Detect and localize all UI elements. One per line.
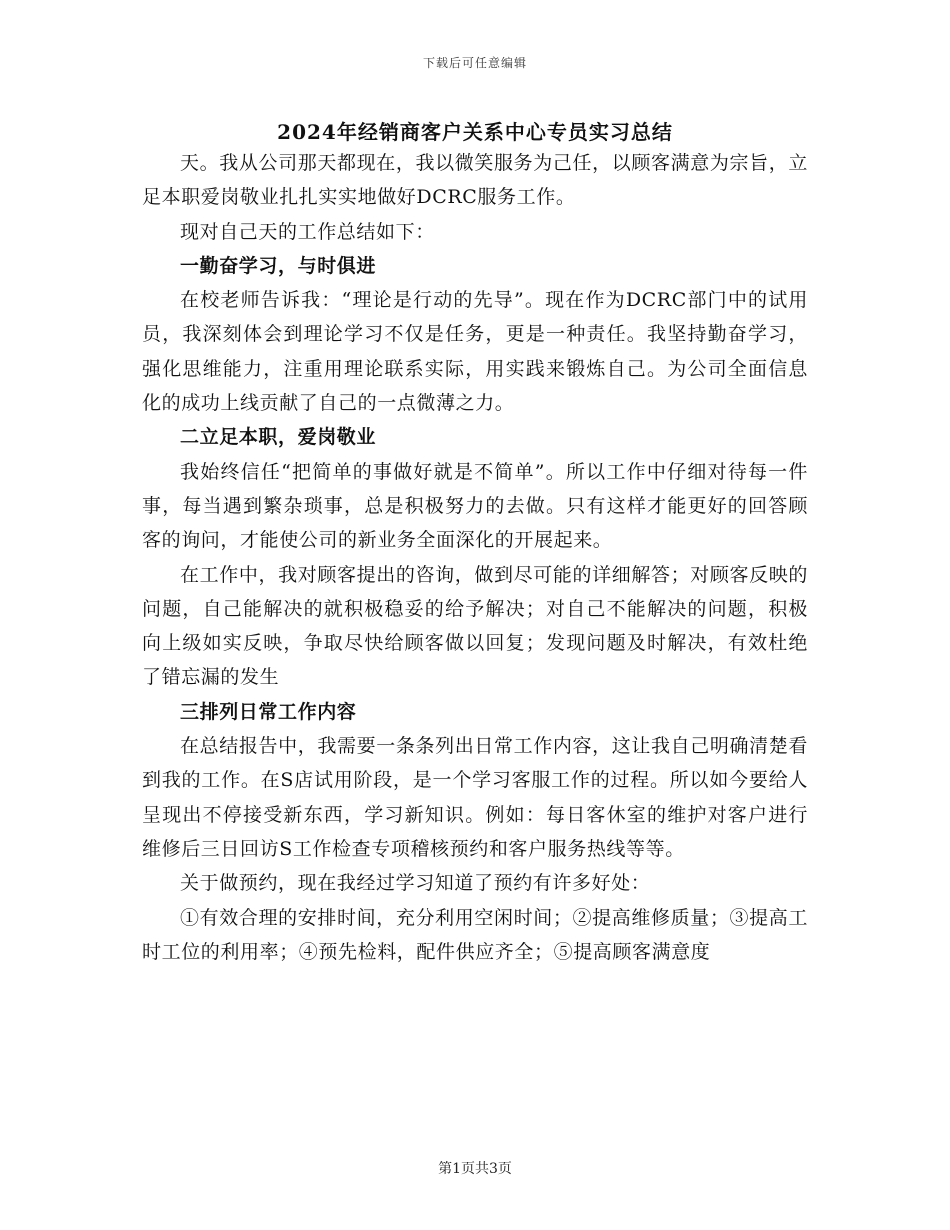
page-footer: 第1页共3页 (438, 1161, 512, 1177)
section-heading: 一勤奋学习，与时俱进 (180, 254, 377, 277)
paragraph: 在总结报告中，我需要一条条列出日常工作内容，这让我自己明确清楚看到我的工作。在S店试用阶段，是一个学习客服工作的过程。所以如今要给人呈现出不停接受新东西，学习新知识。例如：每日客休室的维护对客户进行维修后三日回访S工作检查专项稽核预约和客户服务热线等等。 (142, 735, 808, 860)
document-body (142, 146, 808, 969)
section-heading: 二立足本职，爱岗敬业 (180, 426, 377, 449)
paragraph: 我始终信任“把简单的事做好就是不简单”。所以工作中仔细对待每一件事，每当遇到繁杂琐事，总是积极努力的去做。只有这样才能更好的回答顾客的询问，才能使公司的新业务全面深化的开展起来。 (142, 460, 808, 552)
paragraph: 在校老师告诉我：“理论是行动的先导”。现在作为DCRC部门中的试用员，我深刻体会到理论学习不仅是任务，更是一种责任。我坚持勤奋学习，强化思维能力，注重用理论联系实际，用实践来锻炼自己。为公司全面信息化的成功上线贡献了自己的一点微薄之力。 (142, 289, 808, 415)
document-title: 2024年经销商客户关系中心专员实习总结 (277, 120, 673, 144)
paragraph: 关于做预约，现在我经过学习知道了预约有许多好处： (180, 872, 651, 895)
header-note: 下载后可任意编辑 (422, 56, 527, 70)
paragraph: 现对自己天的工作总结如下： (180, 220, 435, 243)
section-heading: 三排列日常工作内容 (180, 700, 357, 723)
paragraph: ①有效合理的安排时间，充分利用空闲时间；②提高维修质量；③提高工时工位的利用率；④预先检料，配件供应齐全；⑤提高顾客满意度 (142, 906, 808, 963)
paragraph: 在工作中，我对顾客提出的咨询，做到尽可能的详细解答；对顾客反映的问题，自己能解决的就积极稳妥的给予解决；对自己不能解决的问题，积极向上级如实反映，争取尽快给顾客做以回复；发现问题及时解决，有效杜绝了错忘漏的发生 (142, 563, 808, 689)
paragraph: 天。我从公司那天都现在，我以微笑服务为己任，以顾客满意为宗旨，立足本职爱岗敬业扎扎实实地做好DCRC服务工作。 (142, 152, 808, 209)
